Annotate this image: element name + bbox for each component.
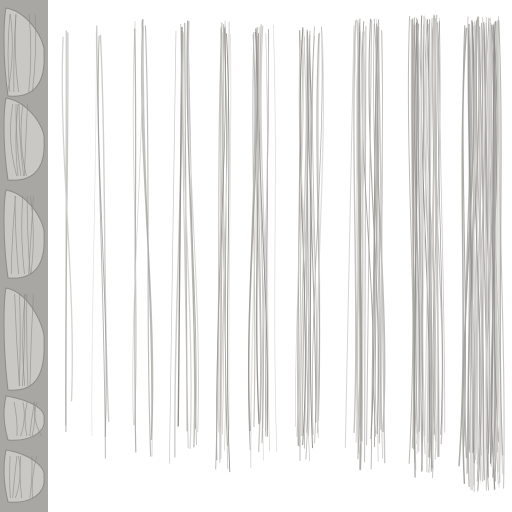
hair-strand	[273, 25, 277, 452]
hair-strand-card	[459, 16, 504, 492]
hair-strand-card	[248, 24, 276, 467]
hair-strand-card	[133, 19, 153, 457]
hair-strand	[133, 20, 142, 425]
hair-strand-card	[408, 15, 444, 478]
hair-strand-card	[295, 26, 323, 461]
hair-strand	[229, 34, 231, 430]
hair-strand-group	[62, 15, 504, 492]
hair-strand-card	[62, 31, 72, 433]
hair-strand-card	[216, 20, 231, 472]
hair-strand	[188, 21, 198, 432]
hair-strand-card	[345, 19, 384, 471]
hair-strand-card	[92, 26, 109, 459]
hair-strand	[92, 32, 96, 436]
hair-strand	[345, 25, 354, 448]
hair-strand-card	[169, 21, 198, 464]
hair-chunk-group	[4, 8, 44, 502]
hair-strand	[354, 20, 356, 432]
